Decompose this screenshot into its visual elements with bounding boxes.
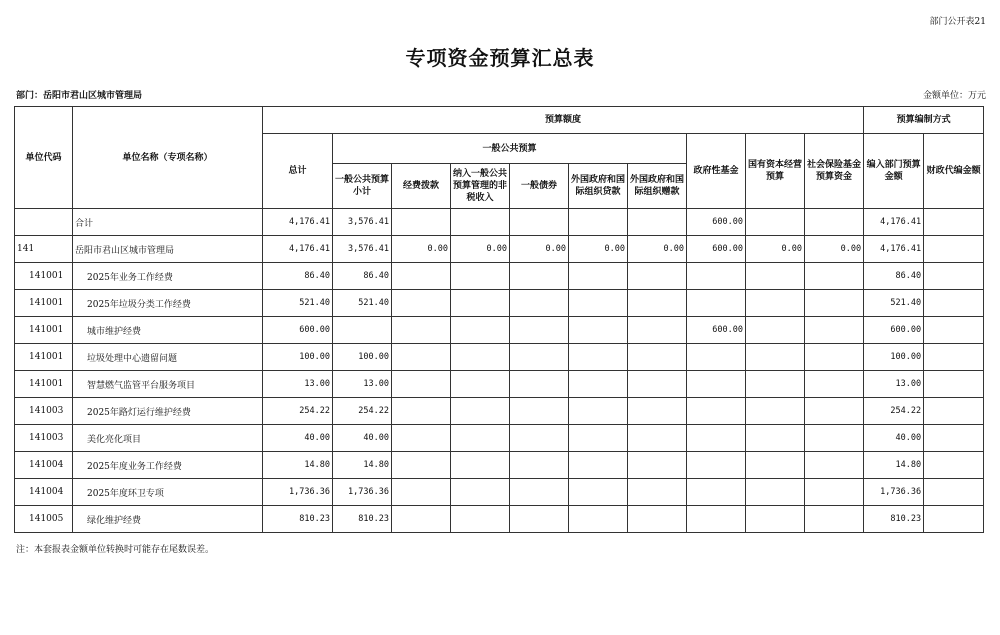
cell-unit-name: 2025年度环卫专项 [73,479,263,506]
cell-total: 600.00 [263,317,333,344]
cell-gov-fund [687,506,746,533]
cell-gp-subtotal: 100.00 [333,344,392,371]
cell-unit-name: 绿化维护经费 [73,506,263,533]
cell-non-tax: 0.00 [451,236,510,263]
cell-foreign-loan [569,398,628,425]
table-row [15,344,984,371]
cell-funding [392,344,451,371]
cell-gov-fund [687,290,746,317]
cell-foreign-loan [569,506,628,533]
cell-fiscal-agent [924,506,984,533]
cell-non-tax [451,398,510,425]
cell-fiscal-agent [924,236,984,263]
cell-foreign-loan [569,317,628,344]
cell-total: 13.00 [263,371,333,398]
cell-state-capital [746,371,805,398]
header-funding: 经费拨款 [392,164,451,209]
cell-non-tax [451,263,510,290]
cell-gp-subtotal: 40.00 [333,425,392,452]
table-row [15,425,984,452]
header-budget-amount: 预算额度 [263,107,864,134]
cell-foreign-grant [628,506,687,533]
cell-total: 14.80 [263,452,333,479]
cell-foreign-loan [569,452,628,479]
cell-foreign-grant [628,344,687,371]
header-gov-fund: 政府性基金 [687,134,746,209]
cell-unit-code: 141001 [15,290,73,317]
cell-social-insurance [805,425,864,452]
cell-gov-fund [687,371,746,398]
cell-unit-name: 智慧燃气监管平台服务项目 [73,371,263,398]
header-compile-method: 预算编制方式 [864,107,984,134]
cell-state-capital [746,209,805,236]
cell-non-tax [451,479,510,506]
cell-unit-name: 美化亮化项目 [73,425,263,452]
cell-dept-amount: 40.00 [864,425,924,452]
cell-foreign-loan [569,209,628,236]
cell-total: 100.00 [263,344,333,371]
cell-general-bond [510,398,569,425]
cell-non-tax [451,209,510,236]
cell-gov-fund: 600.00 [687,209,746,236]
cell-gp-subtotal: 521.40 [333,290,392,317]
cell-foreign-loan [569,371,628,398]
cell-funding [392,263,451,290]
cell-funding [392,425,451,452]
cell-general-bond [510,506,569,533]
header-gp-subtotal: 一般公共预算小计 [333,164,392,209]
cell-gov-fund [687,479,746,506]
cell-foreign-loan [569,479,628,506]
cell-state-capital [746,452,805,479]
cell-state-capital [746,479,805,506]
cell-unit-name: 合计 [73,209,263,236]
cell-foreign-loan [569,263,628,290]
cell-gp-subtotal: 810.23 [333,506,392,533]
cell-unit-code: 141001 [15,317,73,344]
cell-gp-subtotal: 1,736.36 [333,479,392,506]
cell-unit-code: 141003 [15,398,73,425]
cell-funding [392,209,451,236]
cell-gov-fund: 600.00 [687,236,746,263]
cell-funding [392,317,451,344]
cell-state-capital [746,425,805,452]
cell-general-bond [510,371,569,398]
cell-dept-amount: 1,736.36 [864,479,924,506]
cell-unit-name: 2025年垃圾分类工作经费 [73,290,263,317]
cell-funding [392,479,451,506]
table-row [15,209,984,236]
cell-total: 86.40 [263,263,333,290]
cell-social-insurance [805,452,864,479]
department-label: 部门：岳阳市君山区城市管理局 [16,91,143,101]
footnote: 注：本套报表金额单位转换时可能存在尾数误差。 [16,545,215,555]
cell-dept-amount: 810.23 [864,506,924,533]
cell-general-bond [510,344,569,371]
cell-state-capital [746,263,805,290]
cell-foreign-grant [628,209,687,236]
cell-general-bond [510,452,569,479]
cell-fiscal-agent [924,263,984,290]
cell-social-insurance [805,344,864,371]
cell-social-insurance: 0.00 [805,236,864,263]
cell-gp-subtotal [333,317,392,344]
cell-non-tax [451,452,510,479]
cell-total: 254.22 [263,398,333,425]
cell-general-bond [510,290,569,317]
cell-foreign-grant [628,425,687,452]
cell-general-bond: 0.00 [510,236,569,263]
cell-social-insurance [805,398,864,425]
cell-funding [392,290,451,317]
table-row [15,398,984,425]
cell-foreign-loan: 0.00 [569,236,628,263]
cell-state-capital [746,344,805,371]
cell-non-tax [451,317,510,344]
cell-foreign-grant [628,290,687,317]
cell-general-bond [510,479,569,506]
cell-general-bond [510,263,569,290]
cell-foreign-grant [628,263,687,290]
cell-dept-amount: 14.80 [864,452,924,479]
cell-general-bond [510,209,569,236]
cell-gov-fund [687,398,746,425]
table-row [15,479,984,506]
cell-gov-fund [687,344,746,371]
cell-non-tax [451,425,510,452]
cell-unit-code: 141 [15,236,73,263]
cell-non-tax [451,371,510,398]
cell-foreign-loan [569,344,628,371]
header-social-insurance: 社会保险基金预算资金 [805,134,864,209]
cell-general-bond [510,425,569,452]
cell-state-capital [746,506,805,533]
cell-social-insurance [805,263,864,290]
amount-unit-label: 金额单位：万元 [922,91,986,101]
cell-total: 4,176.41 [263,236,333,263]
cell-unit-code: 141001 [15,344,73,371]
cell-funding [392,371,451,398]
cell-fiscal-agent [924,209,984,236]
cell-gp-subtotal: 3,576.41 [333,209,392,236]
cell-gov-fund [687,263,746,290]
cell-gov-fund [687,425,746,452]
cell-state-capital [746,398,805,425]
cell-unit-code: 141001 [15,263,73,290]
cell-unit-name: 2025年路灯运行维护经费 [73,398,263,425]
table-row [15,290,984,317]
cell-social-insurance [805,290,864,317]
cell-unit-name: 岳阳市君山区城市管理局 [73,236,263,263]
header-unit-code: 单位代码 [15,107,73,209]
cell-foreign-loan [569,425,628,452]
cell-fiscal-agent [924,452,984,479]
cell-fiscal-agent [924,290,984,317]
cell-dept-amount: 13.00 [864,371,924,398]
table-row [15,236,984,263]
cell-dept-amount: 600.00 [864,317,924,344]
table-row [15,506,984,533]
cell-unit-name: 2025年度业务工作经费 [73,452,263,479]
cell-state-capital: 0.00 [746,236,805,263]
cell-total: 4,176.41 [263,209,333,236]
cell-social-insurance [805,506,864,533]
cell-social-insurance [805,209,864,236]
cell-dept-amount: 521.40 [864,290,924,317]
cell-general-bond [510,317,569,344]
cell-dept-amount: 254.22 [864,398,924,425]
header-dept-amount: 编入部门预算金额 [864,134,924,209]
cell-non-tax [451,344,510,371]
cell-gp-subtotal: 86.40 [333,263,392,290]
cell-total: 40.00 [263,425,333,452]
cell-unit-code: 141003 [15,425,73,452]
cell-non-tax [451,506,510,533]
cell-fiscal-agent [924,479,984,506]
cell-unit-code: 141004 [15,479,73,506]
budget-summary-table [14,106,984,533]
header-unit-name: 单位名称（专项名称） [73,107,263,209]
header-foreign-loan: 外国政府和国际组织贷款 [569,164,628,209]
cell-foreign-loan [569,290,628,317]
cell-unit-code [15,209,73,236]
cell-state-capital [746,317,805,344]
cell-gp-subtotal: 14.80 [333,452,392,479]
cell-foreign-grant [628,317,687,344]
cell-total: 810.23 [263,506,333,533]
table-row [15,317,984,344]
cell-foreign-grant: 0.00 [628,236,687,263]
cell-state-capital [746,290,805,317]
cell-dept-amount: 86.40 [864,263,924,290]
cell-social-insurance [805,371,864,398]
cell-unit-code: 141001 [15,371,73,398]
cell-gov-fund: 600.00 [687,317,746,344]
cell-gp-subtotal: 254.22 [333,398,392,425]
header-fiscal-agent: 财政代编金额 [924,134,984,209]
page-title: 专项资金预算汇总表 [405,46,595,70]
cell-unit-name: 2025年业务工作经费 [73,263,263,290]
header-total: 总计 [263,134,333,209]
cell-total: 521.40 [263,290,333,317]
cell-fiscal-agent [924,425,984,452]
cell-funding [392,452,451,479]
cell-social-insurance [805,317,864,344]
cell-fiscal-agent [924,344,984,371]
cell-funding: 0.00 [392,236,451,263]
header-general-bond: 一般债券 [510,164,569,209]
cell-fiscal-agent [924,371,984,398]
cell-foreign-grant [628,479,687,506]
cell-foreign-grant [628,452,687,479]
header-general-public-budget: 一般公共预算 [333,134,687,164]
cell-funding [392,506,451,533]
header-foreign-grant: 外国政府和国际组织赠款 [628,164,687,209]
cell-foreign-grant [628,371,687,398]
cell-social-insurance [805,479,864,506]
cell-gov-fund [687,452,746,479]
table-row [15,263,984,290]
cell-unit-code: 141005 [15,506,73,533]
table-body [15,209,984,533]
cell-fiscal-agent [924,398,984,425]
cell-unit-name: 城市维护经费 [73,317,263,344]
cell-dept-amount: 4,176.41 [864,236,924,263]
cell-dept-amount: 100.00 [864,344,924,371]
cell-non-tax [451,290,510,317]
cell-unit-name: 垃圾处理中心遗留问题 [73,344,263,371]
cell-gp-subtotal: 13.00 [333,371,392,398]
table-row [15,371,984,398]
header-non-tax: 纳入一般公共预算管理的非税收入 [451,164,510,209]
cell-fiscal-agent [924,317,984,344]
cell-foreign-grant [628,398,687,425]
form-number: 部门公开表21 [929,17,986,27]
cell-unit-code: 141004 [15,452,73,479]
cell-funding [392,398,451,425]
table-row [15,452,984,479]
cell-gp-subtotal: 3,576.41 [333,236,392,263]
header-state-capital: 国有资本经营预算 [746,134,805,209]
cell-dept-amount: 4,176.41 [864,209,924,236]
cell-total: 1,736.36 [263,479,333,506]
